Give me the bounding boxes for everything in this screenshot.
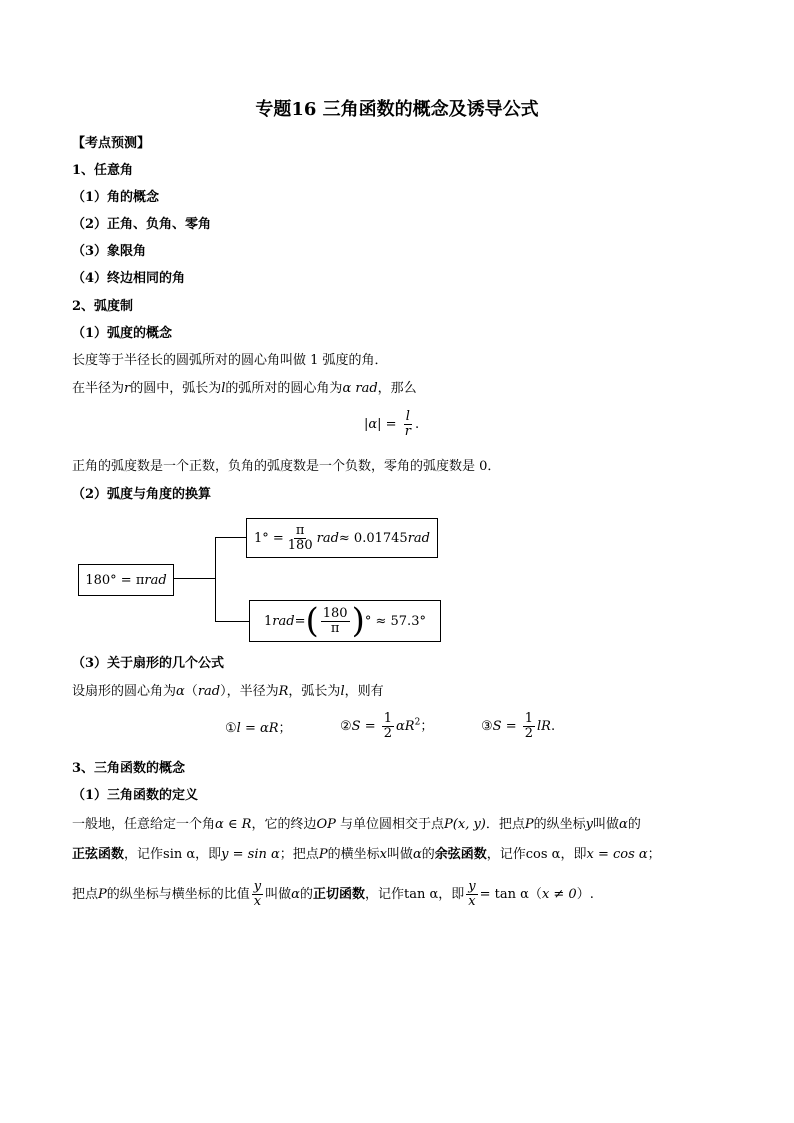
denominator: 180 [287, 537, 313, 553]
denominator: π [330, 620, 340, 636]
s3-line-2 [72, 846, 661, 864]
connector-bottom [215, 621, 249, 622]
fraction [523, 712, 535, 741]
fraction [252, 880, 263, 909]
section-kaodian-heading: 【考点预测】 [72, 136, 151, 151]
expr: α ∈ R [215, 817, 252, 832]
s2-paragraph-1: 长度等于半径长的圆弧所对的圆心角叫做 1 弧度的角． [72, 353, 388, 368]
s2-paragraph-4 [72, 683, 384, 701]
connector-vertical [215, 537, 216, 621]
text: ≈ 0.01745 [338, 530, 408, 546]
text: ，它的终边 [251, 817, 317, 832]
text: 的横坐标 [327, 847, 380, 862]
connector-horizontal [173, 578, 215, 579]
s3-line-3 [72, 880, 594, 909]
text: 的圆中，弧长为 [130, 381, 222, 396]
var-alpha: α [291, 887, 300, 902]
text: 叫做 [265, 887, 292, 902]
expr: x ≠ 0 [541, 887, 577, 902]
page-title: 专题16 三角函数的概念及诱导公式 [255, 99, 539, 120]
formula-3 [481, 712, 555, 741]
var-l: l [340, 684, 345, 699]
numerator: 1 [383, 711, 393, 726]
connector-top [215, 537, 246, 538]
unit-rad: rad [407, 530, 430, 546]
formula-2 [340, 712, 433, 741]
text: ），半径为 [220, 684, 279, 699]
expr: y = sin α [221, 847, 280, 862]
var-P: P [318, 847, 328, 862]
s3-line-1 [72, 816, 641, 834]
text: ，即 [438, 887, 465, 902]
s2-paragraph-2 [72, 380, 417, 398]
term-sine: 正弦函数 [72, 847, 125, 862]
numerator: 180 [322, 605, 348, 621]
text: 设扇形的圆心角为 [72, 684, 177, 699]
var-alpha: α [619, 817, 628, 832]
s1-item-2: （2）正角、负角、零角 [72, 217, 212, 232]
var-P: P [524, 817, 534, 832]
text: ，那么 [377, 381, 417, 396]
expr: αR [396, 719, 415, 734]
var-x: x [379, 847, 387, 862]
box-180-pi-rad [78, 564, 174, 596]
s3-sub1: （1）三角函数的定义 [72, 788, 199, 803]
denominator: x [253, 894, 262, 909]
denominator: 2 [524, 726, 534, 741]
var-r: r [124, 381, 131, 396]
box-1deg [246, 518, 438, 558]
numerator: y [253, 879, 262, 894]
numerator: y [468, 879, 476, 894]
expr: tan α [403, 887, 439, 902]
superscript: 2 [414, 717, 421, 728]
text: = [294, 613, 306, 629]
text: 把点 [72, 887, 99, 902]
fraction [321, 607, 350, 636]
text: 的 [299, 887, 313, 902]
s2-sub2: （2）弧度与角度的换算 [72, 487, 212, 502]
section-3-heading: 3、三角函数的概念 [72, 761, 186, 776]
expr: cos α [525, 847, 561, 862]
text: 1 [264, 613, 273, 629]
var-l: l [221, 381, 226, 396]
denominator: r [404, 424, 411, 439]
s2-sub1: （1）弧度的概念 [72, 326, 173, 341]
fraction [382, 712, 394, 741]
numerator: l [405, 409, 410, 424]
text: ； [647, 847, 661, 862]
text: ° ≈ 57.3° [364, 613, 426, 629]
var-y: y [585, 817, 594, 832]
point-P: P(x, y) [444, 817, 486, 832]
text: 的纵坐标 [533, 817, 586, 832]
var-P: P [98, 887, 107, 902]
text: ，记作 [364, 887, 404, 902]
text: . [550, 719, 556, 734]
expr: S = [492, 719, 517, 734]
var-alpha: α [176, 684, 185, 699]
formula-abs-alpha [364, 410, 419, 439]
left-paren: ( [305, 601, 319, 641]
circled-3: ③ [481, 719, 493, 734]
circled-1: ① [225, 721, 237, 736]
numerator: 1 [524, 711, 534, 726]
unit-rad: rad [272, 613, 295, 629]
fraction [466, 880, 477, 909]
text: 1° = [253, 530, 284, 546]
var-OP: OP [316, 817, 336, 832]
term-cosine: 余弦函数 [434, 847, 487, 862]
var-alpha: α [412, 847, 422, 862]
right-paren: ) [351, 601, 365, 641]
var-R: R [278, 684, 289, 699]
text: 的弧所对的圆心角为 [225, 381, 343, 396]
unit-rad: rad [144, 572, 167, 588]
period: . [414, 417, 420, 432]
denominator: 2 [383, 726, 393, 741]
formula-1 [225, 720, 292, 738]
text: ； [278, 721, 292, 736]
expr: x = cos α [586, 847, 648, 862]
fraction [403, 410, 413, 439]
expr: lR [537, 719, 551, 734]
section-1-heading: 1、任意角 [72, 163, 134, 178]
unit-rad: rad [355, 381, 378, 396]
s1-item-3: （3）象限角 [72, 244, 147, 259]
expr: S = [351, 719, 376, 734]
text: ，则有 [344, 684, 384, 699]
circled-2: ② [340, 719, 352, 734]
text: 的 [421, 847, 435, 862]
text: ； [420, 719, 434, 734]
text: 180° = π [85, 572, 145, 588]
section-2-heading: 2、弧度制 [72, 299, 134, 314]
term-tangent: 正切函数 [312, 887, 365, 902]
text: 的纵坐标与横坐标的比值 [106, 887, 250, 902]
text: ，记作 [124, 847, 164, 862]
fraction [286, 524, 315, 553]
s1-item-1: （1）角的概念 [72, 190, 160, 205]
text: （ [528, 887, 542, 902]
text: 与单位圆相交于点 [335, 817, 445, 832]
text: ．把点 [485, 817, 525, 832]
numerator: π [295, 522, 305, 538]
denominator: x [468, 894, 476, 909]
s2-sub3: （3）关于扇形的几个公式 [72, 656, 225, 671]
text: ，即 [195, 847, 222, 862]
s2-paragraph-3: 正角的弧度数是一个正数，负角的弧度数是一个负数，零角的弧度数是 0． [72, 459, 501, 474]
text: ；把点 [279, 847, 319, 862]
expr: = tan α [479, 887, 529, 902]
text: ，记作 [486, 847, 526, 862]
box-1rad [249, 600, 441, 642]
var-alpha: α [342, 381, 352, 396]
text: 叫做 [386, 847, 413, 862]
text: ）. [576, 887, 594, 902]
text: 叫做 [593, 817, 620, 832]
text: 在半径为 [72, 381, 125, 396]
formula-lhs: |α| = [364, 417, 397, 432]
expr: l = αR [236, 721, 279, 736]
text: （ [184, 684, 198, 699]
unit-rad: rad [197, 684, 221, 699]
expr: sin α [163, 847, 196, 862]
s1-item-4: （4）终边相同的角 [72, 271, 186, 286]
text: 的 [627, 817, 641, 832]
unit-rad: rad [316, 530, 339, 546]
text: ，即 [560, 847, 587, 862]
text: ，弧长为 [288, 684, 341, 699]
text: 一般地，任意给定一个角 [72, 817, 216, 832]
